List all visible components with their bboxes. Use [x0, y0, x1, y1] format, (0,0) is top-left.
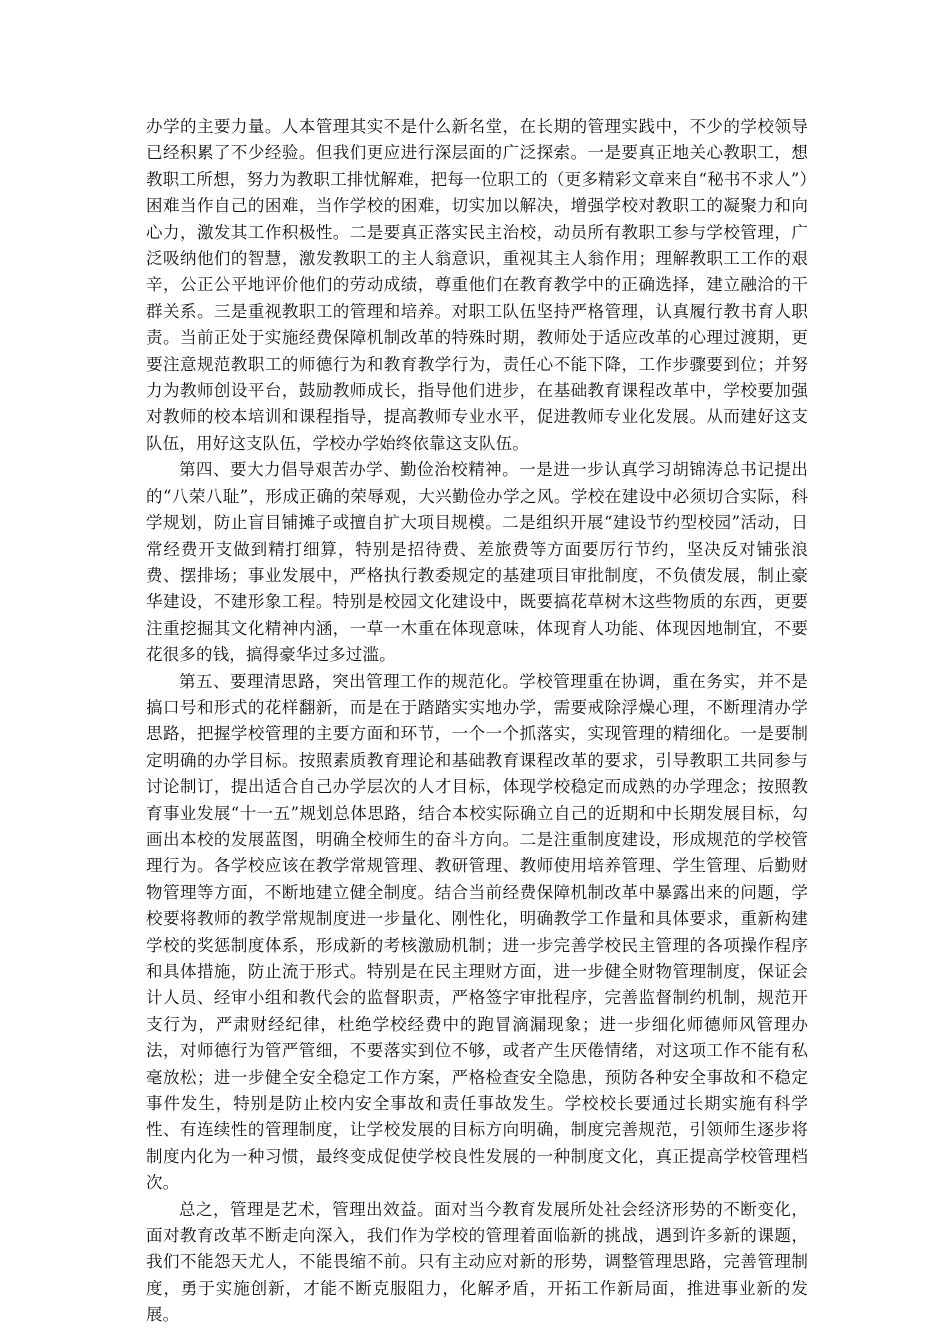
paragraph-3: 第五、要理清思路，突出管理工作的规范化。学校管理重在协调，重在务实，并不是搞口号和形式的花样翻新，而是在于踏踏实实地办学，需要戒除浮燥心理，不断理清办学思路，把握学校管理的主要方面和环节，一个一个抓落实，实现管理的精细化。一是要制定明确的办学目标。按照素质教育理论和基础教育课程改革的要求，引导教职工共同参与讨论制订，提出适合自己办学层次的人才目标，体现学校稳定而成熟的办学理念；按照教育事业发展“十一五”规划总体思路，结合本校实际确立自己的近期和中长期发展目标，勾画出本校的发展蓝图，明确全校师生的奋斗方向。二是注重制度建设，形成规范的学校管理行为。各学校应该在教学常规管理、教研管理、教师使用培养管理、学生管理、后勤财物管理等方面，不断地建立健全制度。结合当前经费保障机制改革中暴露出来的问题，学校要将教师的教学常规制度进一步量化、刚性化，明确教学工作量和具体要求，重新构建学校的奖惩制度体系，形成新的考核激励机制；进一步完善学校民主管理的各项操作程序和具体措施，防止流于形式。特别是在民主理财方面，进一步健全财物管理制度，保证会计人员、经审小组和教代会的监督职责，严格签字审批程序，完善监督制约机制，规范开支行为，严肃财经纪律，杜绝学校经费中的跑冒滴漏现象；进一步细化师德师风管理办法，对师德行为管严管细，不要落实到位不够，或者产生厌倦情绪，对这项工作不能有私毫放松；进一步健全安全稳定工作方案，严格检查安全隐患，预防各种安全事故和不稳定事件发生，特别是防止校内安全事故和责任事故发生。学校校长要通过长期实施有科学性、有连续性的管理制度，让学校发展的目标方向明确，制度完善规范，引领师生逐步将制度内化为一种习惯，最终变成促使学校良性发展的一种制度文化，真正提高学校管理档次。	[146, 671, 808, 1193]
document-body	[146, 114, 808, 1329]
paragraph-1: 办学的主要力量。人本管理其实不是什么新名堂，在长期的管理实践中，不少的学校领导已经积累了不少经验。但我们更应进行深层面的广泛探索。一是要真正地关心教职工，想教职工所想，努力为教职工排忧解难，把每一位职工的（更多精彩文章来自“秘书不求人”）困难当作自己的困难，当作学校的困难，切实加以解决，增强学校对教职工的凝聚力和向心力，激发其工作积极性。二是要真正落实民主治校，动员所有教职工参与学校管理，广泛吸纳他们的智慧，激发教职工的主人翁意识，重视其主人翁作用；理解教职工工作的艰辛，公正公平地评价他们的劳动成绩，尊重他们在教育教学中的正确选择，建立融洽的干群关系。三是重视教职工的管理和培养。对职工队伍坚持严格管理，认真履行教书育人职责。当前正处于实施经费保障机制改革的特殊时期，教师处于适应改革的心理过渡期，更要注意规范教职工的师德行为和教育教学行为，责任心不能下降，工作步骤要到位；并努力为教师创设平台，鼓励教师成长，指导他们进步，在基础教育课程改革中，学校要加强对教师的校本培训和课程指导，提高教师专业水平，促进教师专业化发展。从而建好这支队伍，用好这支队伍，学校办学始终依靠这支队伍。	[146, 117, 808, 453]
paragraph-4: 总之，管理是艺术，管理出效益。面对当今教育发展所处社会经济形势的不断变化，面对教育改革不断走向深入，我们作为学校的管理着面临新的挑战，遇到许多新的课题，我们不能怨天尤人，不能畏缩不前。只有主动应对新的形势，调整管理思路，完善管理制度，勇于实施创新，才能不断克服阻力，化解矛盾，开拓工作新局面，推进事业新的发展。	[146, 1199, 808, 1325]
paragraph-2: 第四、要大力倡导艰苦办学、勤俭治校精神。一是进一步认真学习胡锦涛总书记提出的“八荣八耻”，形成正确的荣辱观，大兴勤俭办学之风。学校在建设中必须切合实际，科学规划，防止盲目铺摊子或擅自扩大项目规模。二是组织开展“建设节约型校园”活动，日常经费开支做到精打细算，特别是招待费、差旅费等方面要厉行节约，坚决反对铺张浪费、摆排场；事业发展中，严格执行教委规定的基建项目审批制度，不负债发展，制止豪华建设，不建形象工程。特别是校园文化建设中，既要搞花草树木这些物质的东西，更要注重挖掘其文化精神内涵，一草一木重在体现意味，体现育人功能、体现因地制宜，不要花很多的钱，搞得豪华过多过滥。	[146, 460, 808, 665]
